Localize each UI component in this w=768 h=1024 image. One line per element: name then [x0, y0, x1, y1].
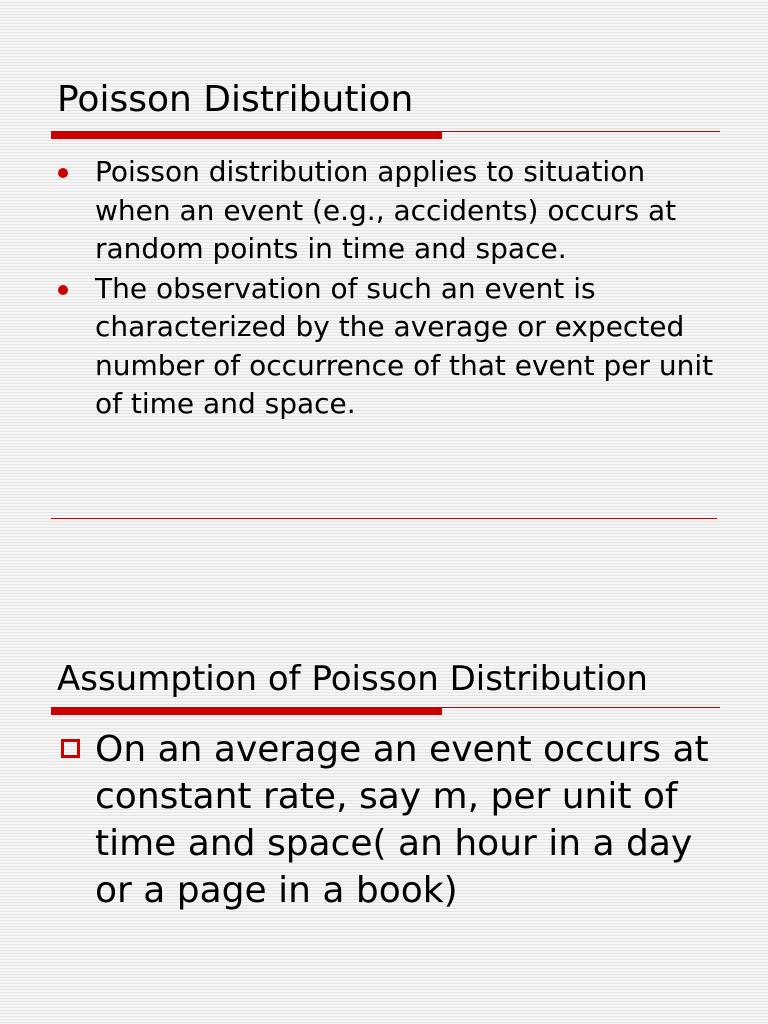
bullet-item [0, 270, 768, 424]
title-underline-thin [442, 131, 720, 132]
slide-divider [51, 518, 717, 519]
assumption-item [0, 726, 768, 914]
section-underline-thick [51, 707, 442, 715]
section-underline-thin [442, 707, 720, 708]
slide-title: Poisson Distribution [57, 79, 414, 120]
hollow-square-bullet-icon [61, 739, 80, 758]
bullet-list [0, 153, 768, 425]
section-title: Assumption of Poisson Distribution [57, 659, 648, 699]
assumption-list [0, 726, 768, 914]
title-underline-thick [51, 131, 442, 139]
bullet-item [0, 153, 768, 269]
assumption-text: On an average an event occurs at constant rate, say m, per unit of time and space( an hour in a day or a page in a book) [95, 729, 709, 911]
bullet-dot-icon [58, 168, 68, 178]
bullet-text: Poisson distribution applies to situation when an event (e.g., accidents) occurs at random points in time and space. [95, 155, 677, 265]
bullet-dot-icon [58, 285, 68, 295]
bullet-text: The observation of such an event is characterized by the average or expected number of occurrence of that event per unit of time and space. [95, 271, 714, 420]
